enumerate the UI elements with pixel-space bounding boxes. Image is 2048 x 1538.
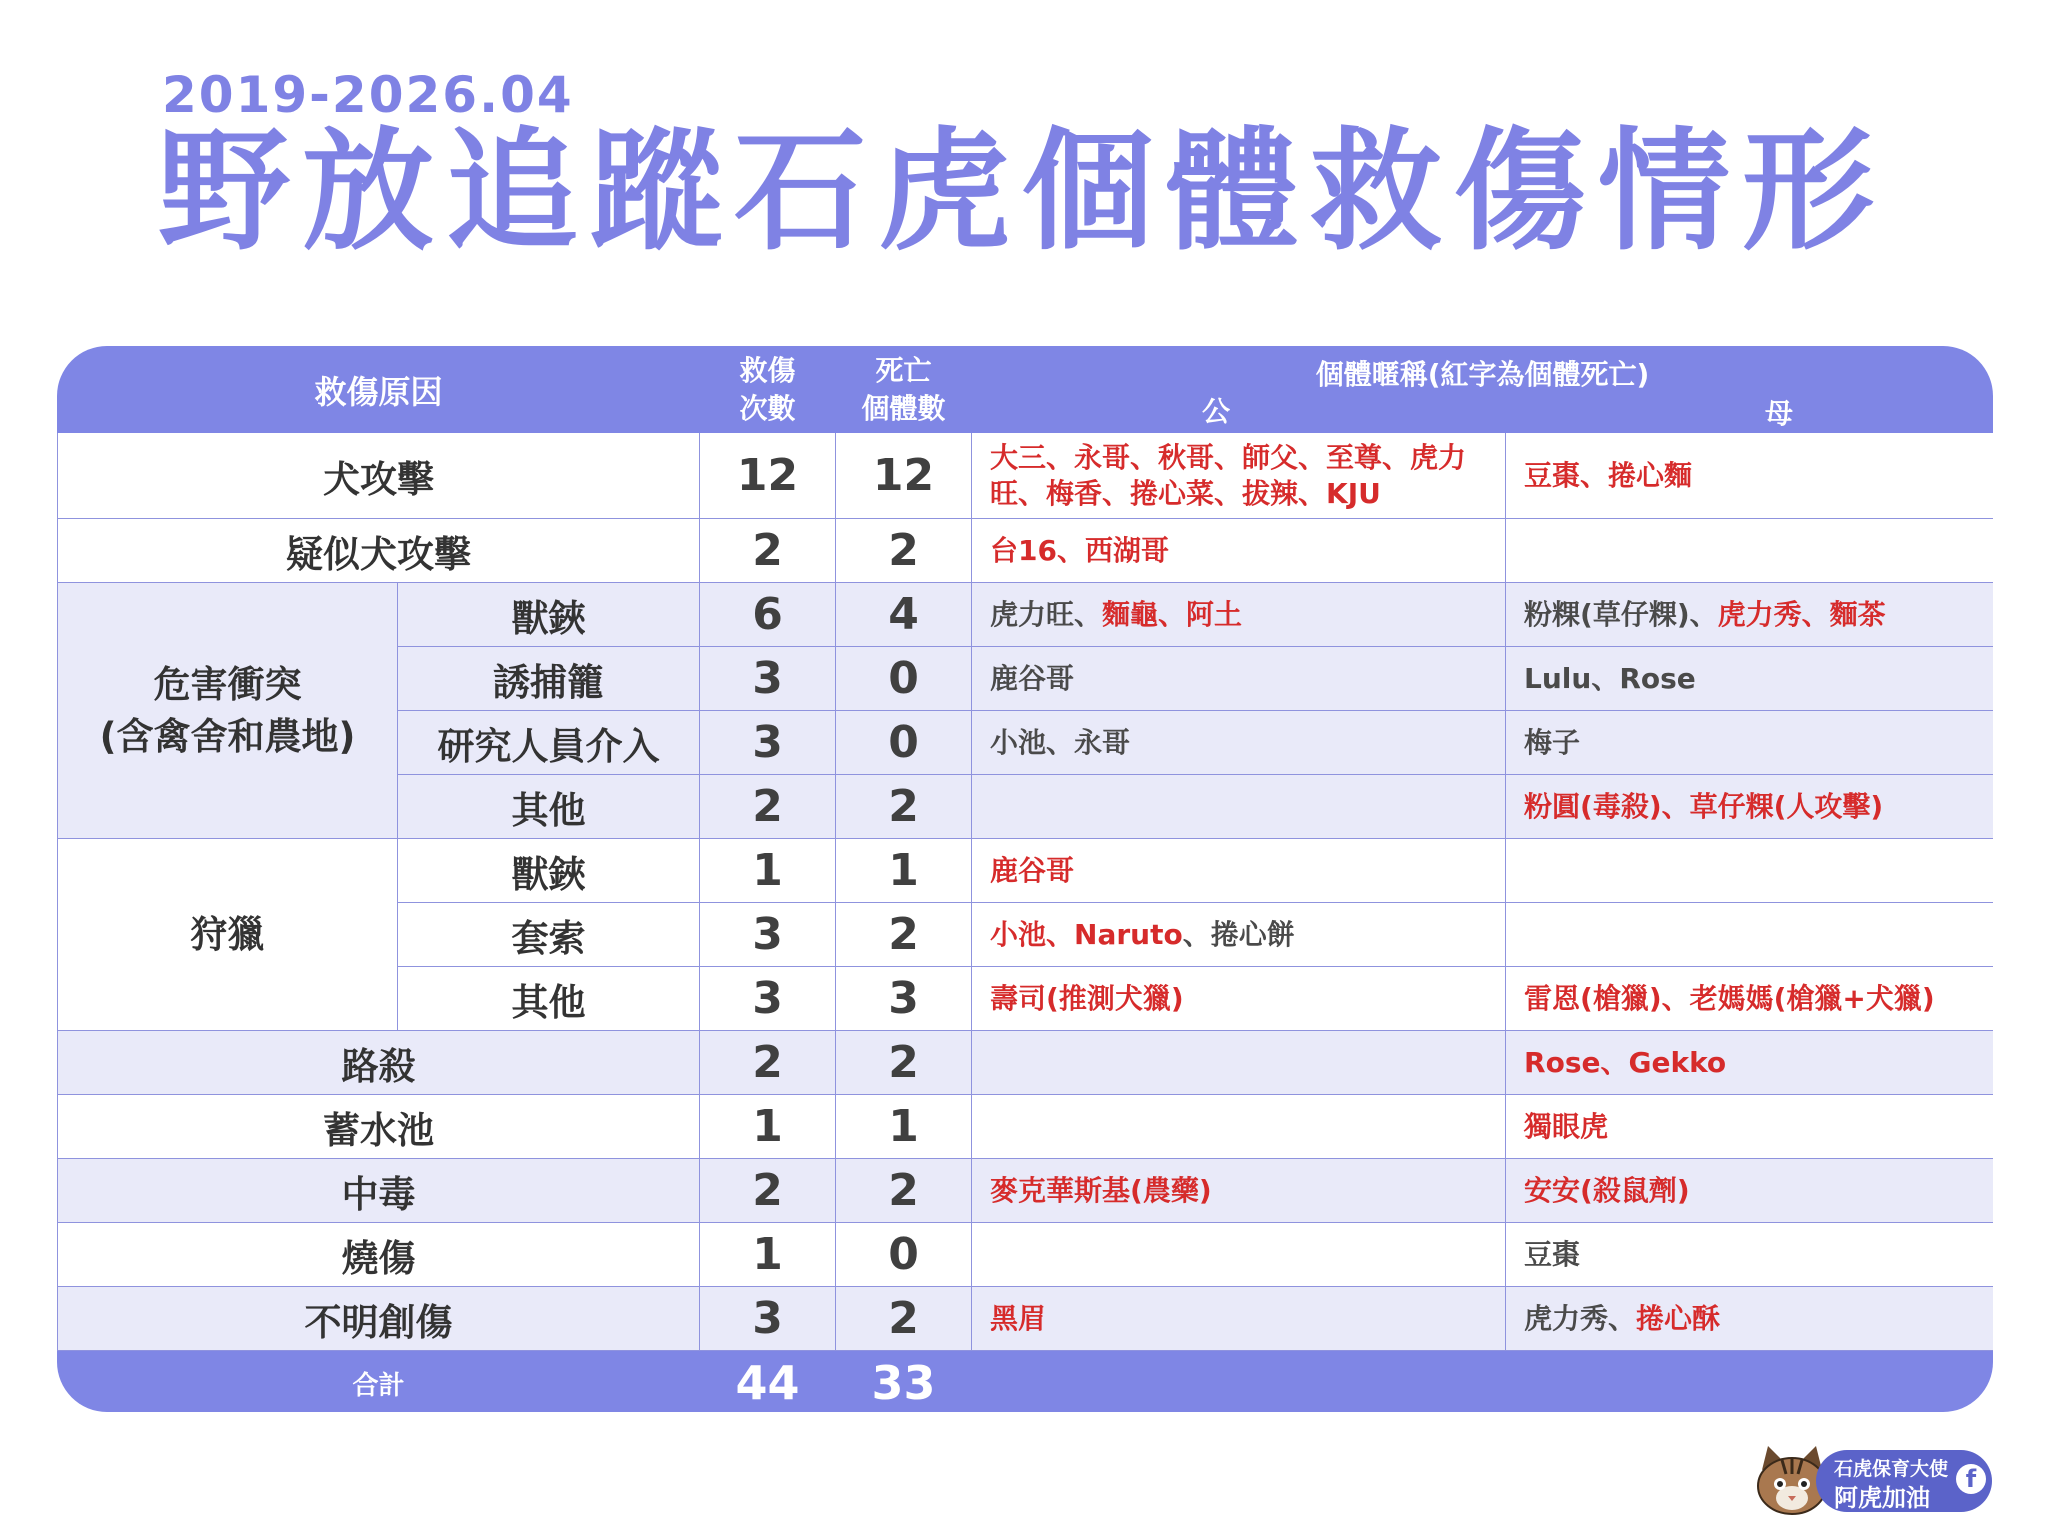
facebook-icon[interactable]: f (1956, 1464, 1986, 1494)
reason-cell: 套索 (398, 903, 700, 967)
reason-cell: 獸鋏 (398, 583, 700, 647)
male-name-text: 麵龜、阿土 (1102, 597, 1243, 631)
table-row (58, 1223, 1994, 1287)
reason-cell: 路殺 (58, 1031, 700, 1095)
male-names-cell (972, 1287, 1506, 1351)
rescue-count-cell: 2 (700, 1031, 836, 1095)
female-name-text: Lulu、Rose (1524, 661, 1696, 695)
male-names-cell (972, 967, 1506, 1031)
rescue-count-cell: 3 (700, 711, 836, 775)
table-row (58, 433, 1994, 519)
total-label: 合計 (58, 1351, 700, 1413)
header-rescue-count (700, 347, 836, 433)
death-count-cell: 2 (836, 775, 972, 839)
group-label-text: 狩獵 (190, 912, 265, 956)
rescue-count-cell: 2 (700, 1159, 836, 1223)
header-death-count (836, 347, 972, 433)
female-names-cell (1506, 775, 1993, 839)
female-name-text: 粉圓(毒殺)、草仔粿(人攻擊) (1524, 789, 1884, 823)
total-empty-female (1506, 1351, 1993, 1413)
male-name-text: 壽司(推測犬獵) (990, 981, 1184, 1015)
female-names-cell (1506, 583, 1993, 647)
group-label-text: 危害衝突 (含禽舍和農地) (99, 662, 356, 758)
female-name-text: Rose、Gekko (1524, 1045, 1727, 1079)
female-name-text: 捲心酥 (1636, 1301, 1721, 1335)
female-name-text: 豆棗、捲心麵 (1524, 458, 1693, 492)
rescue-count-cell: 3 (700, 967, 836, 1031)
female-name-text: 梅子 (1524, 725, 1581, 759)
male-names-cell (972, 839, 1506, 903)
rescue-count-cell: 1 (700, 1223, 836, 1287)
total-rescue: 44 (700, 1351, 836, 1413)
logo-line1: 石虎保育大使 (1834, 1458, 1949, 1480)
table-row (58, 1095, 1994, 1159)
table-header-row (58, 347, 1994, 433)
table-row (58, 1287, 1994, 1351)
header-reason: 救傷原因 (58, 347, 700, 433)
female-name-text: 虎力秀、麵茶 (1717, 597, 1886, 631)
total-death: 33 (836, 1351, 972, 1413)
reason-cell: 中毒 (58, 1159, 700, 1223)
reason-cell: 蓄水池 (58, 1095, 700, 1159)
male-names-cell (972, 647, 1506, 711)
death-count-cell: 2 (836, 519, 972, 583)
female-names-cell (1506, 1095, 1993, 1159)
female-names-cell (1506, 647, 1993, 711)
group-label (58, 583, 398, 839)
rescue-count-cell: 3 (700, 1287, 836, 1351)
reason-cell: 獸鋏 (398, 839, 700, 903)
reason-cell: 不明創傷 (58, 1287, 700, 1351)
reason-cell: 誘捕籠 (398, 647, 700, 711)
table-row (58, 839, 1994, 903)
male-name-text: 小池、永哥 (990, 725, 1131, 759)
male-names-cell (972, 519, 1506, 583)
female-name-text: 粉粿(草仔粿)、 (1524, 597, 1718, 631)
death-count-cell: 0 (836, 711, 972, 775)
total-row (58, 1351, 1994, 1413)
mascot-logo (1752, 1444, 1996, 1518)
male-name-text: 麥克華斯基(農藥) (990, 1173, 1212, 1207)
reason-cell: 犬攻擊 (58, 433, 700, 519)
male-names-cell (972, 433, 1506, 519)
header-names (972, 347, 1993, 433)
rescue-count-cell: 6 (700, 583, 836, 647)
death-count-cell: 2 (836, 1031, 972, 1095)
header-names-title: 個體暱稱(紅字為個體死亡) (1315, 358, 1650, 391)
header-death-count-text: 死亡 個體數 (861, 353, 946, 425)
male-name-text: 台16、西湖哥 (990, 533, 1169, 567)
death-count-cell: 3 (836, 967, 972, 1031)
reason-cell: 疑似犬攻擊 (58, 519, 700, 583)
rescue-count-cell: 1 (700, 839, 836, 903)
female-names-cell (1506, 839, 1993, 903)
death-count-cell: 1 (836, 1095, 972, 1159)
death-count-cell: 2 (836, 1287, 972, 1351)
table-body (58, 433, 1994, 1413)
male-name-text: 、捲心餅 (1182, 917, 1295, 951)
male-name-text: 鹿谷哥 (990, 661, 1075, 695)
female-names-cell (1506, 1287, 1993, 1351)
female-name-text: 獨眼虎 (1524, 1109, 1609, 1143)
female-name-text: 豆棗 (1524, 1237, 1581, 1271)
female-name-text: 安安(殺鼠劑) (1524, 1173, 1690, 1207)
table-row (58, 519, 1994, 583)
female-names-cell (1506, 903, 1993, 967)
death-count-cell: 0 (836, 647, 972, 711)
rescue-count-cell: 3 (700, 647, 836, 711)
male-names-cell (972, 1095, 1506, 1159)
reason-cell: 其他 (398, 967, 700, 1031)
death-count-cell: 0 (836, 1223, 972, 1287)
male-names-cell (972, 1159, 1506, 1223)
male-names-cell (972, 775, 1506, 839)
female-names-cell (1506, 519, 1993, 583)
table-row (58, 1159, 1994, 1223)
male-name-text: 大三、永哥、秋哥、師父、至尊、虎力旺、梅香、捲心菜、拔辣、KJU (990, 440, 1467, 510)
table-row (58, 583, 1994, 647)
table-row (58, 1031, 1994, 1095)
rescue-count-cell: 2 (700, 775, 836, 839)
male-name-text: 鹿谷哥 (990, 853, 1075, 887)
male-names-cell (972, 903, 1506, 967)
death-count-cell: 12 (836, 433, 972, 519)
rescue-table (57, 346, 1993, 1412)
reason-cell: 其他 (398, 775, 700, 839)
female-names-cell (1506, 711, 1993, 775)
female-names-cell (1506, 1159, 1993, 1223)
total-empty-male (972, 1351, 1506, 1413)
rescue-table-container (57, 346, 1993, 1412)
female-name-text: 雷恩(槍獵)、老媽媽(槍獵+犬獵) (1524, 981, 1935, 1015)
reason-cell: 燒傷 (58, 1223, 700, 1287)
reason-cell: 研究人員介入 (398, 711, 700, 775)
rescue-count-cell: 2 (700, 519, 836, 583)
logo-line2: 阿虎加油 (1834, 1484, 1930, 1512)
rescue-count-cell: 3 (700, 903, 836, 967)
female-names-cell (1506, 433, 1993, 519)
rescue-count-cell: 1 (700, 1095, 836, 1159)
page-title: 野放追蹤石虎個體救傷情形 (158, 115, 1886, 269)
male-names-cell (972, 1223, 1506, 1287)
female-names-cell (1506, 967, 1993, 1031)
group-label (58, 839, 398, 1031)
header-male: 公 (1202, 395, 1231, 428)
death-count-cell: 2 (836, 903, 972, 967)
male-name-text: 黑眉 (990, 1301, 1047, 1335)
female-name-text: 虎力秀、 (1524, 1301, 1637, 1335)
male-names-cell (972, 1031, 1506, 1095)
rescue-count-cell: 12 (700, 433, 836, 519)
date-range-subtitle: 2019-2026.04 (162, 66, 574, 124)
death-count-cell: 2 (836, 1159, 972, 1223)
female-names-cell (1506, 1031, 1993, 1095)
header-rescue-count-text: 救傷 次數 (739, 353, 796, 425)
death-count-cell: 1 (836, 839, 972, 903)
male-name-text: 小池、Naruto (990, 917, 1183, 951)
female-names-cell (1506, 1223, 1993, 1287)
death-count-cell: 4 (836, 583, 972, 647)
male-names-cell (972, 711, 1506, 775)
male-names-cell (972, 583, 1506, 647)
header-female: 母 (1765, 397, 1794, 430)
male-name-text: 虎力旺、 (990, 597, 1103, 631)
